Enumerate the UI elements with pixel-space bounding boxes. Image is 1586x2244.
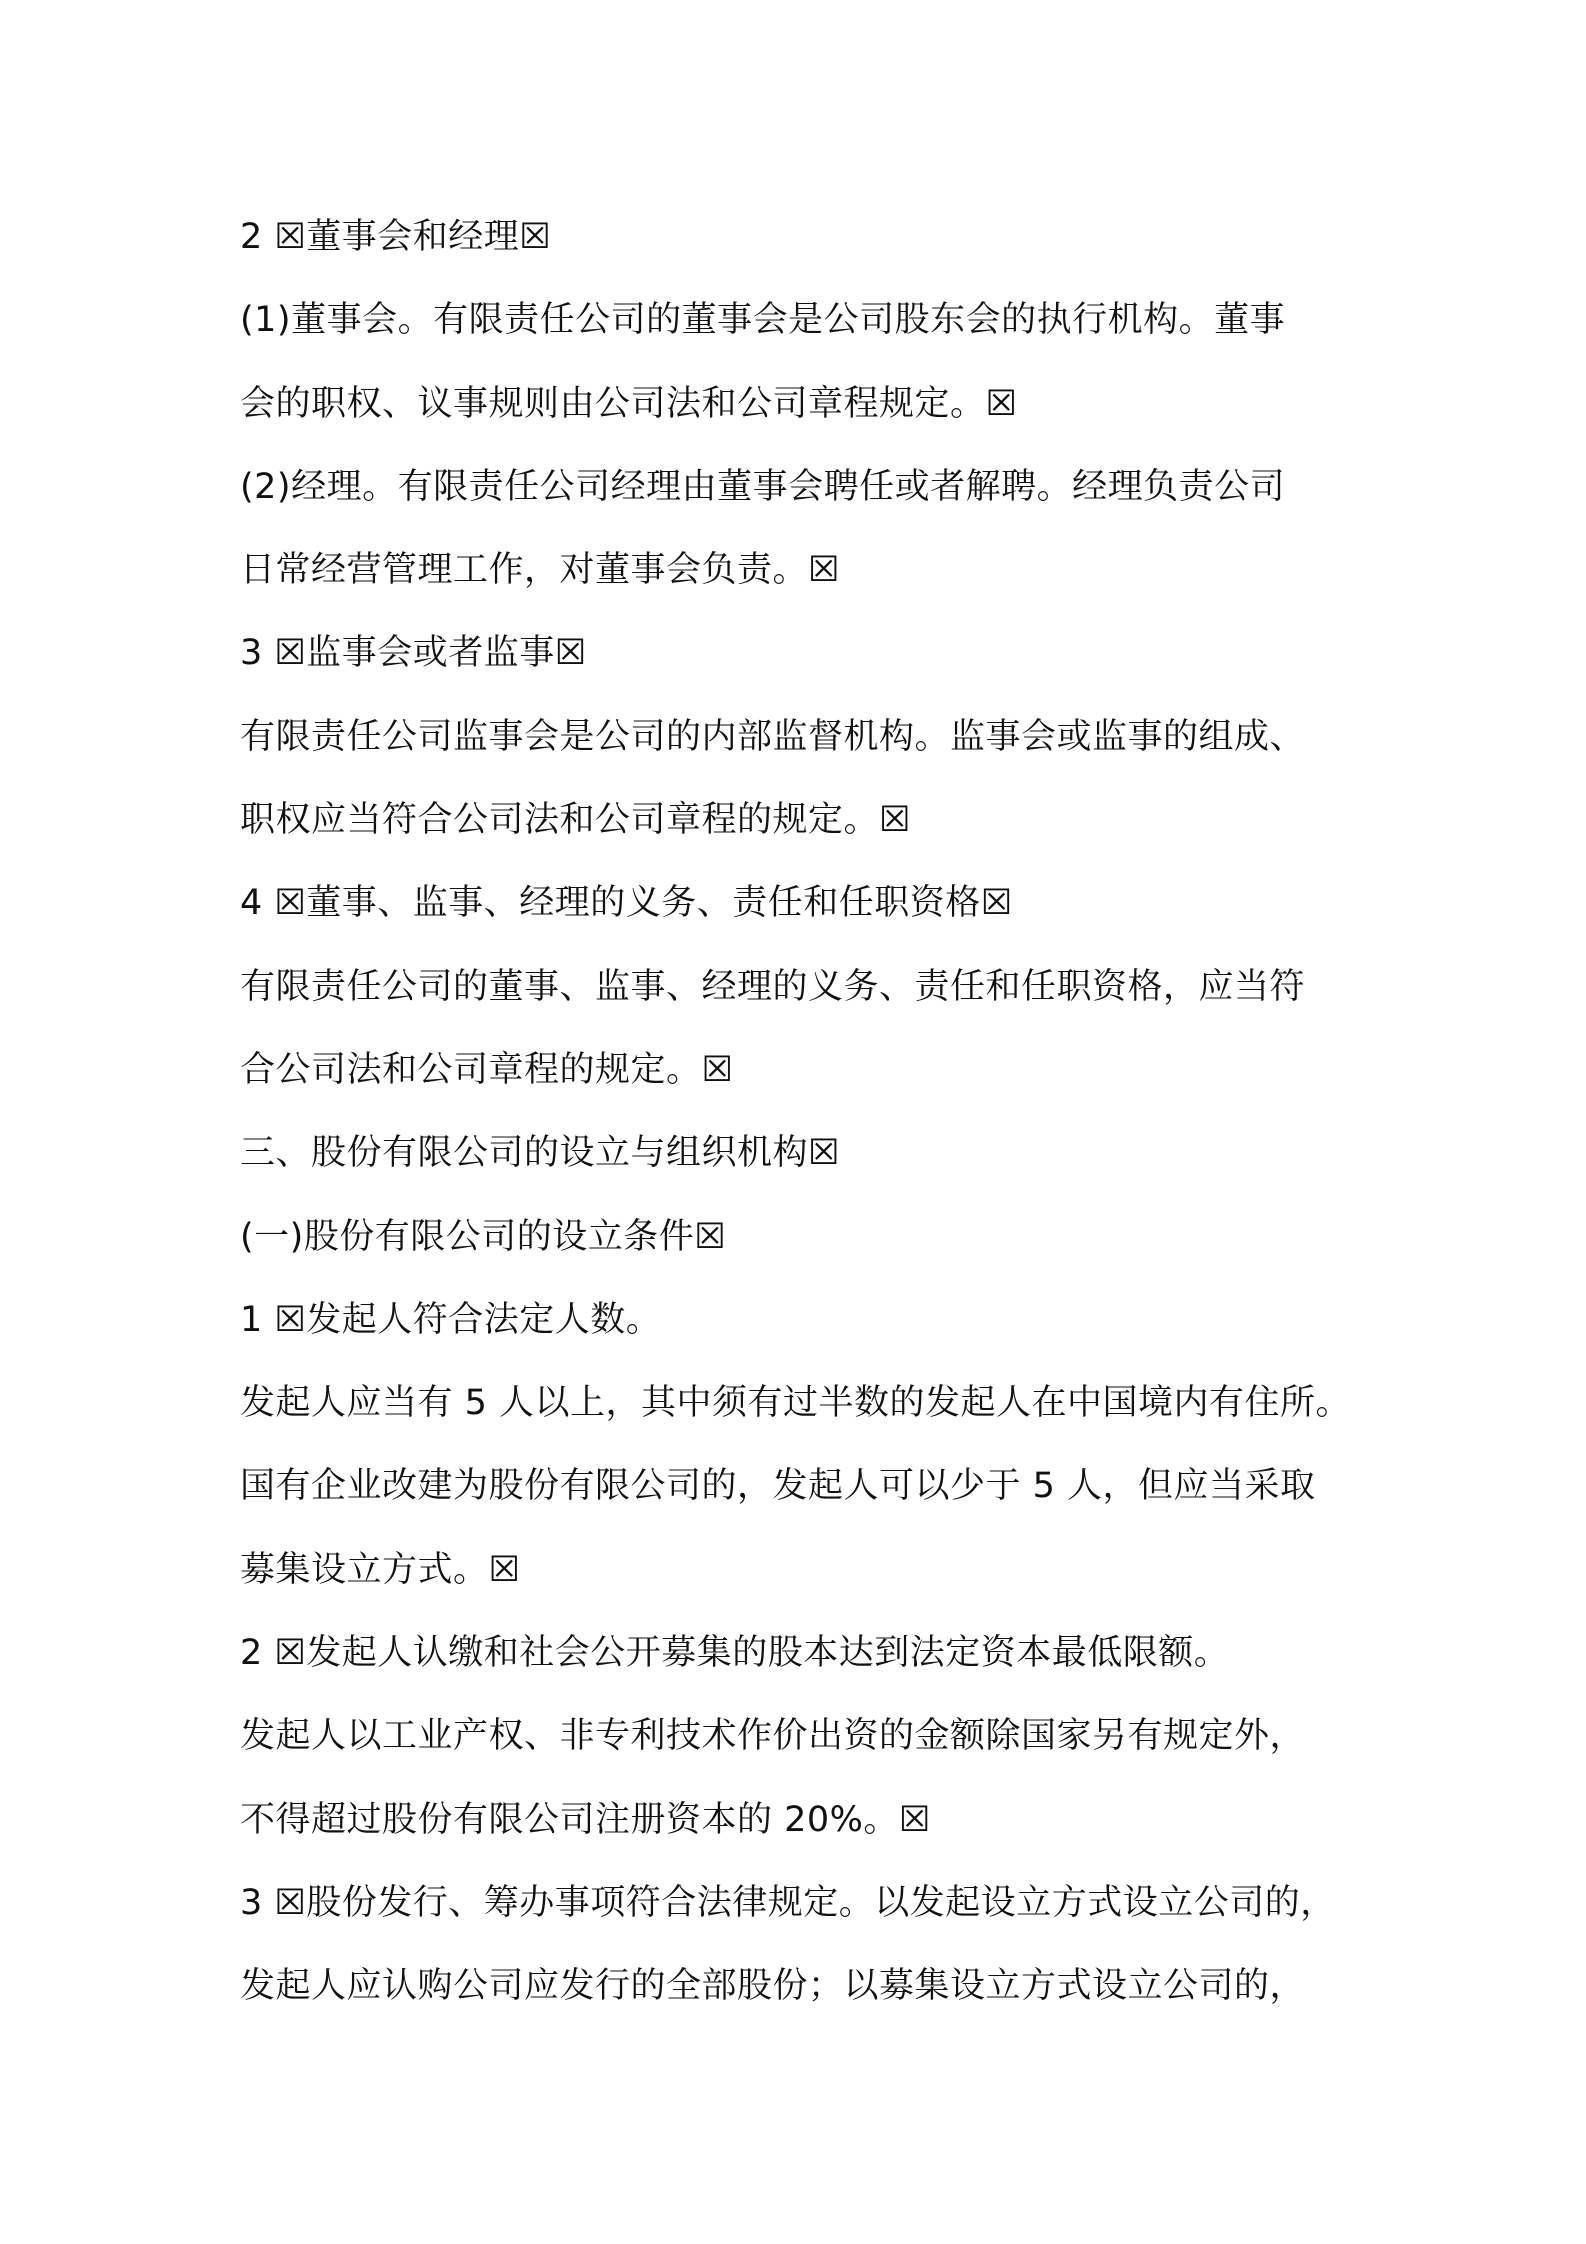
heading-supervisors: 3 ☒监事会或者监事☒	[240, 633, 587, 674]
subsection-heading-conditions: (一)股份有限公司的设立条件☒	[240, 1216, 727, 1257]
item-heading-capital: 2 ☒发起人认缴和社会公开募集的股本达到法定资本最低限额。	[240, 1633, 1230, 1674]
item-heading-share-issuance: 3 ☒股份发行、筹办事项符合法律规定。以发起设立方式设立公司的，	[240, 1882, 1336, 1923]
paragraph-line: 不得超过股份有限公司注册资本的 20%。☒	[240, 1799, 931, 1840]
paragraph-line: 合公司法和公司章程的规定。☒	[240, 1049, 734, 1090]
paragraph-line: 日常经营管理工作，对董事会负责。☒	[240, 550, 840, 591]
paragraph-line: 职权应当符合公司法和公司章程的规定。☒	[240, 800, 911, 841]
paragraph-line: (2)经理。有限责任公司经理由董事会聘任或者解聘。经理负责公司	[240, 466, 1286, 507]
document-body	[240, 196, 1370, 2029]
paragraph-line: 发起人以工业产权、非专利技术作价出资的金额除国家另有规定外，	[240, 1716, 1306, 1757]
paragraph-line: 会的职权、议事规则由公司法和公司章程规定。☒	[240, 383, 1018, 424]
paragraph-line: 有限责任公司监事会是公司的内部监督机构。监事会或监事的组成、	[240, 716, 1306, 757]
heading-duties-qualifications: 4 ☒董事、监事、经理的义务、责任和任职资格☒	[240, 883, 1013, 924]
paragraph-line: 募集设立方式。☒	[240, 1549, 521, 1590]
paragraph-line: 国有企业改建为股份有限公司的，发起人可以少于 5 人，但应当采取	[240, 1466, 1316, 1507]
heading-board-and-manager: 2 ☒董事会和经理☒	[240, 217, 552, 257]
section-heading-joint-stock: 三、股份有限公司的设立与组织机构☒	[240, 1133, 840, 1174]
paragraph-line: (1)董事会。有限责任公司的董事会是公司股东会的执行机构。董事	[240, 300, 1286, 341]
item-heading-promoters: 1 ☒发起人符合法定人数。	[240, 1299, 662, 1340]
paragraph-line: 有限责任公司的董事、监事、经理的义务、责任和任职资格，应当符	[240, 966, 1306, 1007]
paragraph-line: 发起人应当有 5 人以上，其中须有过半数的发起人在中国境内有住所。	[240, 1383, 1352, 1424]
paragraph-line: 发起人应认购公司应发行的全部股份；以募集设立方式设立公司的，	[240, 1966, 1306, 2007]
